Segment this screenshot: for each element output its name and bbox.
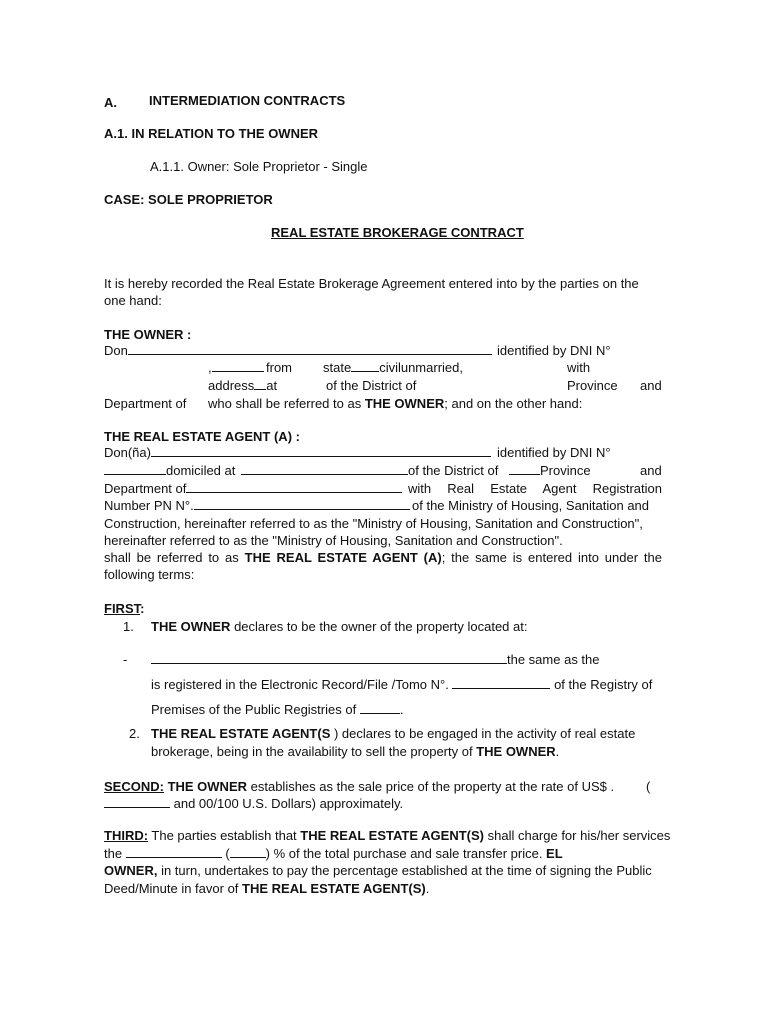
owner-line-2: , bbox=[208, 359, 264, 376]
first-registered-line: is registered in the Electronic Record/File /Tomo N°. of the Registry of bbox=[151, 677, 653, 692]
owner-province-label: Province bbox=[567, 378, 618, 393]
owner-address-blank[interactable] bbox=[254, 377, 266, 390]
agent-name-blank[interactable] bbox=[151, 444, 491, 457]
agent-registration-label: with Real Estate Agent Registration bbox=[408, 481, 662, 496]
agent-line-8: following terms: bbox=[104, 567, 195, 582]
agent-heading: THE REAL ESTATE AGENT (A) : bbox=[104, 429, 300, 444]
registry-number-blank[interactable] bbox=[452, 676, 550, 689]
price-words-blank[interactable] bbox=[104, 795, 170, 808]
owner-from-label: from bbox=[266, 360, 292, 375]
section-letter: A. bbox=[104, 95, 117, 110]
owner-state-label: state civilunmarried, bbox=[323, 360, 463, 375]
percentage-number-blank[interactable] bbox=[230, 845, 266, 858]
third-line-4: Deed/Minute in favor of THE REAL ESTATE AGENT(S). bbox=[104, 881, 430, 896]
third-line-1: THIRD: The parties establish that THE REAL ESTATE AGENT(S) shall charge for his/her services bbox=[104, 828, 671, 843]
owner-heading: THE OWNER : bbox=[104, 327, 192, 342]
agent-department-blank[interactable] bbox=[186, 480, 402, 493]
owner-name-blank[interactable] bbox=[128, 342, 492, 355]
agent-district-blank[interactable] bbox=[509, 462, 540, 475]
agent-dni-label: identified by DNI N° bbox=[497, 445, 611, 460]
owner-dni-blank[interactable] bbox=[212, 359, 264, 372]
case-title: CASE: SOLE PROPRIETOR bbox=[104, 192, 273, 207]
agent-line-7: shall be referred to as THE REAL ESTATE AGENT (A); the same is entered into under the bbox=[104, 550, 662, 565]
contract-title: REAL ESTATE BROKERAGE CONTRACT bbox=[271, 225, 524, 240]
first-item-2-line-2: brokerage, being in the availability to sell the property of THE OWNER. bbox=[151, 744, 560, 759]
agent-domicile-line: domiciled at bbox=[104, 462, 235, 479]
owner-state-blank[interactable] bbox=[351, 359, 379, 372]
second-line-1: SECOND: THE OWNER establishes as the sale price of the property at the rate of US$ . bbox=[104, 779, 615, 794]
third-line-2: the ( ) % of the total purchase and sale transfer price. EL bbox=[104, 846, 563, 861]
owner-district-label: of the District of bbox=[326, 378, 417, 393]
third-line-3: OWNER, in turn, undertakes to pay the percentage established at the time of signing the Public bbox=[104, 863, 652, 878]
first-heading: FIRST: bbox=[104, 601, 145, 616]
agent-district-line: of the District of bbox=[241, 462, 498, 479]
first-item-2-number: 2. bbox=[129, 726, 140, 741]
first-dash: - bbox=[123, 652, 128, 667]
owner-address-label: address at bbox=[208, 378, 278, 393]
agent-registration-blank[interactable] bbox=[194, 497, 410, 510]
owner-with-label: with bbox=[567, 360, 591, 375]
agent-dni-blank[interactable] bbox=[104, 462, 166, 475]
owner-and-label: and bbox=[640, 378, 662, 393]
owner-referred-line: who shall be referred to as THE OWNER; and on the other hand: bbox=[208, 396, 583, 411]
agent-ministry-label: of the Ministry of Housing, Sanitation and bbox=[412, 498, 650, 513]
agent-name-line: Don(ña) bbox=[104, 444, 491, 461]
owner-dni-label: identified by DNI N° bbox=[497, 343, 611, 358]
agent-line-6: hereinafter referred to as the "Ministry of Housing, Sanitation and Construction". bbox=[104, 533, 563, 548]
subsection-title: A.1. IN RELATION TO THE OWNER bbox=[104, 126, 319, 141]
second-line-2: and 00/100 U.S. Dollars) approximately. bbox=[104, 795, 403, 812]
section-title: INTERMEDIATION CONTRACTS bbox=[149, 93, 346, 108]
intro-line-2: one hand: bbox=[104, 293, 162, 308]
first-item-2-text: THE REAL ESTATE AGENT(S ) declares to be engaged in the activity of real estate bbox=[151, 726, 636, 741]
public-registries-blank[interactable] bbox=[360, 701, 400, 714]
agent-number-line: Number PN N°. bbox=[104, 497, 410, 514]
first-item-1-number: 1. bbox=[123, 619, 134, 634]
first-property-line: the same as the bbox=[151, 651, 600, 668]
agent-and-label: and bbox=[640, 463, 662, 478]
owner-name-line: Don bbox=[104, 342, 492, 359]
agent-department-line: Department of bbox=[104, 480, 402, 497]
first-item-1-text: THE OWNER declares to be the owner of the property located at: bbox=[151, 619, 528, 634]
first-premises-line: Premises of the Public Registries of . bbox=[151, 702, 404, 717]
owner-department-label: Department of bbox=[104, 396, 187, 411]
agent-line-5: Construction, hereinafter referred to as the "Ministry of Housing, Sanitation and Construction", bbox=[104, 516, 643, 531]
agent-domicile-blank[interactable] bbox=[241, 462, 408, 475]
intro-line-1: It is hereby recorded the Real Estate Brokerage Agreement entered into by the parties on the bbox=[104, 276, 639, 291]
percentage-words-blank[interactable] bbox=[126, 845, 222, 858]
property-location-blank[interactable] bbox=[151, 651, 507, 664]
subsubsection-title: A.1.1. Owner: Sole Proprietor - Single bbox=[150, 159, 368, 174]
second-paren: ( bbox=[646, 779, 651, 794]
agent-province-line: Province bbox=[509, 462, 591, 479]
